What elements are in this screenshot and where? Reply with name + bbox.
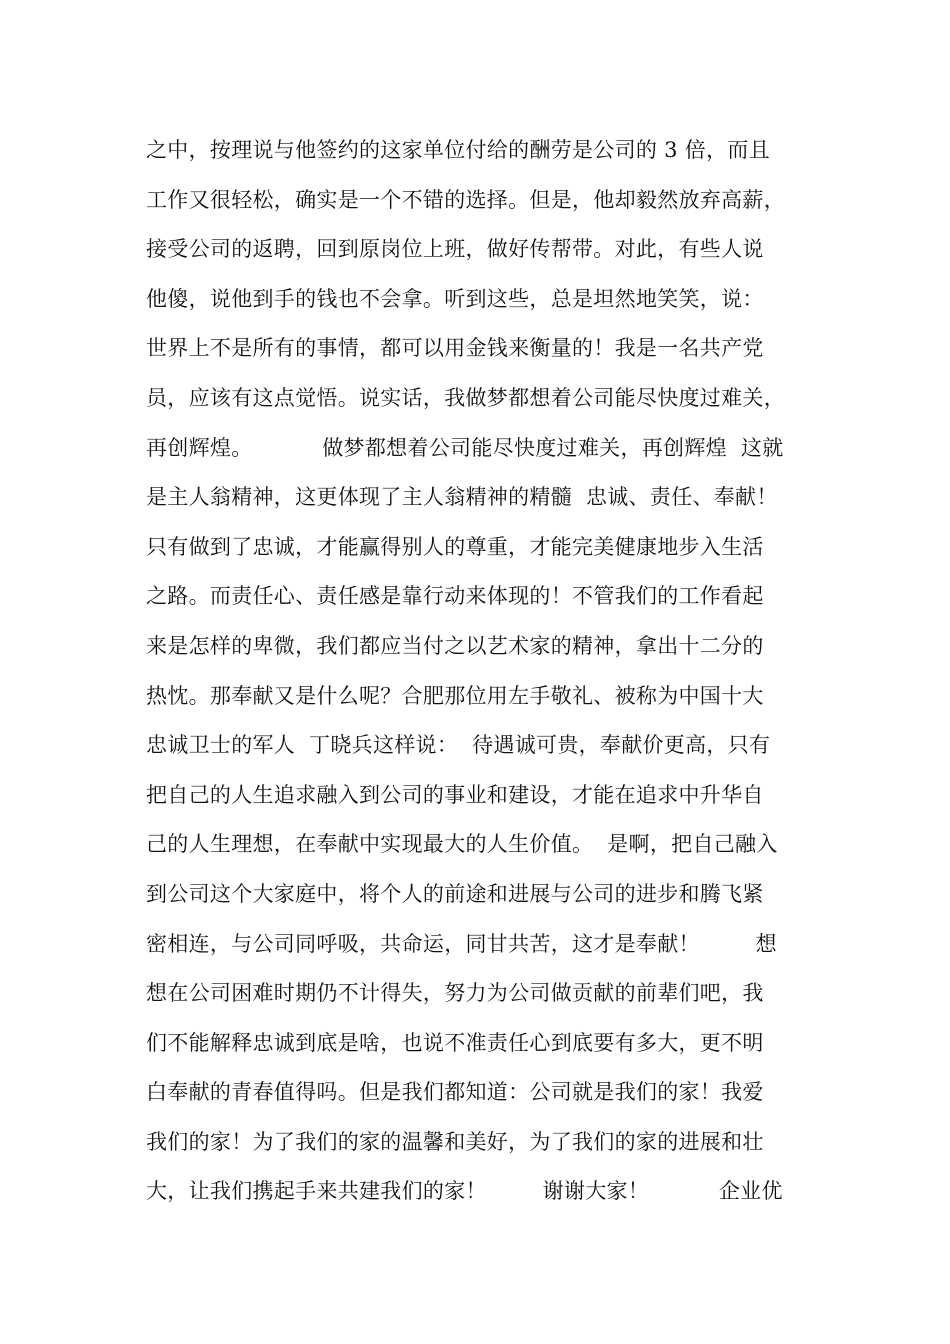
text-line: 把自己的人生追求融入到公司的事业和建设，才能在追求中升华自 xyxy=(146,782,764,807)
text-line: 我们的家！为了我们的家的温馨和美好，为了我们的家的进展和壮 xyxy=(146,1129,764,1154)
text-line: 大，让我们携起手来共建我们的家！ 谢谢大家！ 企业优 xyxy=(146,1179,783,1204)
text-line: 是主人翁精神，这更体现了主人翁精神的精髓 忠诚、责任、奉献！ xyxy=(146,485,778,510)
text-line: 再创辉煌。 做梦都想着公司能尽快度过难关，再创辉煌 这就 xyxy=(146,435,784,460)
text-line: 们不能解释忠诚到底是啥，也说不准责任心到底要有多大，更不明 xyxy=(146,1030,764,1055)
text-line: 白奉献的青春值得吗。但是我们都知道：公司就是我们的家！我爱 xyxy=(146,1080,764,1105)
text-line: 世界上不是所有的事情，都可以用金钱来衡量的！我是一名共产党 xyxy=(146,336,764,361)
text-line: 己的人生理想，在奉献中实现最大的人生价值。 是啊，把自己融入 xyxy=(146,832,778,857)
text-line: 只有做到了忠诚，才能赢得别人的尊重，才能完美健康地步入生活 xyxy=(146,534,764,559)
text-line: 到公司这个大家庭中，将个人的前途和进展与公司的进步和腾飞紧 xyxy=(146,881,764,906)
text-line: 之路。而责任心、责任感是靠行动来体现的！不管我们的工作看起 xyxy=(146,584,764,609)
text-line: 接受公司的返聘，回到原岗位上班，做好传帮带。对此，有些人说 xyxy=(146,237,764,262)
text-line: 热忱。那奉献又是什么呢？合肥那位用左手敬礼、被称为中国十大 xyxy=(146,683,764,708)
text-line: 密相连，与公司同呼吸，共命运，同甘共苦，这才是奉献！ 想 xyxy=(146,931,777,956)
text-line: 员，应该有这点觉悟。说实话，我做梦都想着公司能尽快度过难关， xyxy=(146,385,785,410)
text-line: 之中，按理说与他签约的这家单位付给的酬劳是公司的 3 倍，而且 xyxy=(146,138,771,162)
body-text xyxy=(146,132,816,1223)
text-line: 工作又很轻松，确实是一个不错的选择。但是，他却毅然放弃高薪， xyxy=(146,187,785,212)
text-line: 来是怎样的卑微，我们都应当付之以艺术家的精神，拿出十二分的 xyxy=(146,633,764,658)
text-line: 他傻，说他到手的钱也不会拿。听到这些，总是坦然地笑笑，说： xyxy=(146,286,764,311)
text-line: 忠诚卫士的军人 丁晓兵这样说： 待遇诚可贵，奉献价更高，只有 xyxy=(146,733,771,758)
text-line: 想在公司困难时期仍不计得失，努力为公司做贡献的前辈们吧，我 xyxy=(146,981,764,1006)
